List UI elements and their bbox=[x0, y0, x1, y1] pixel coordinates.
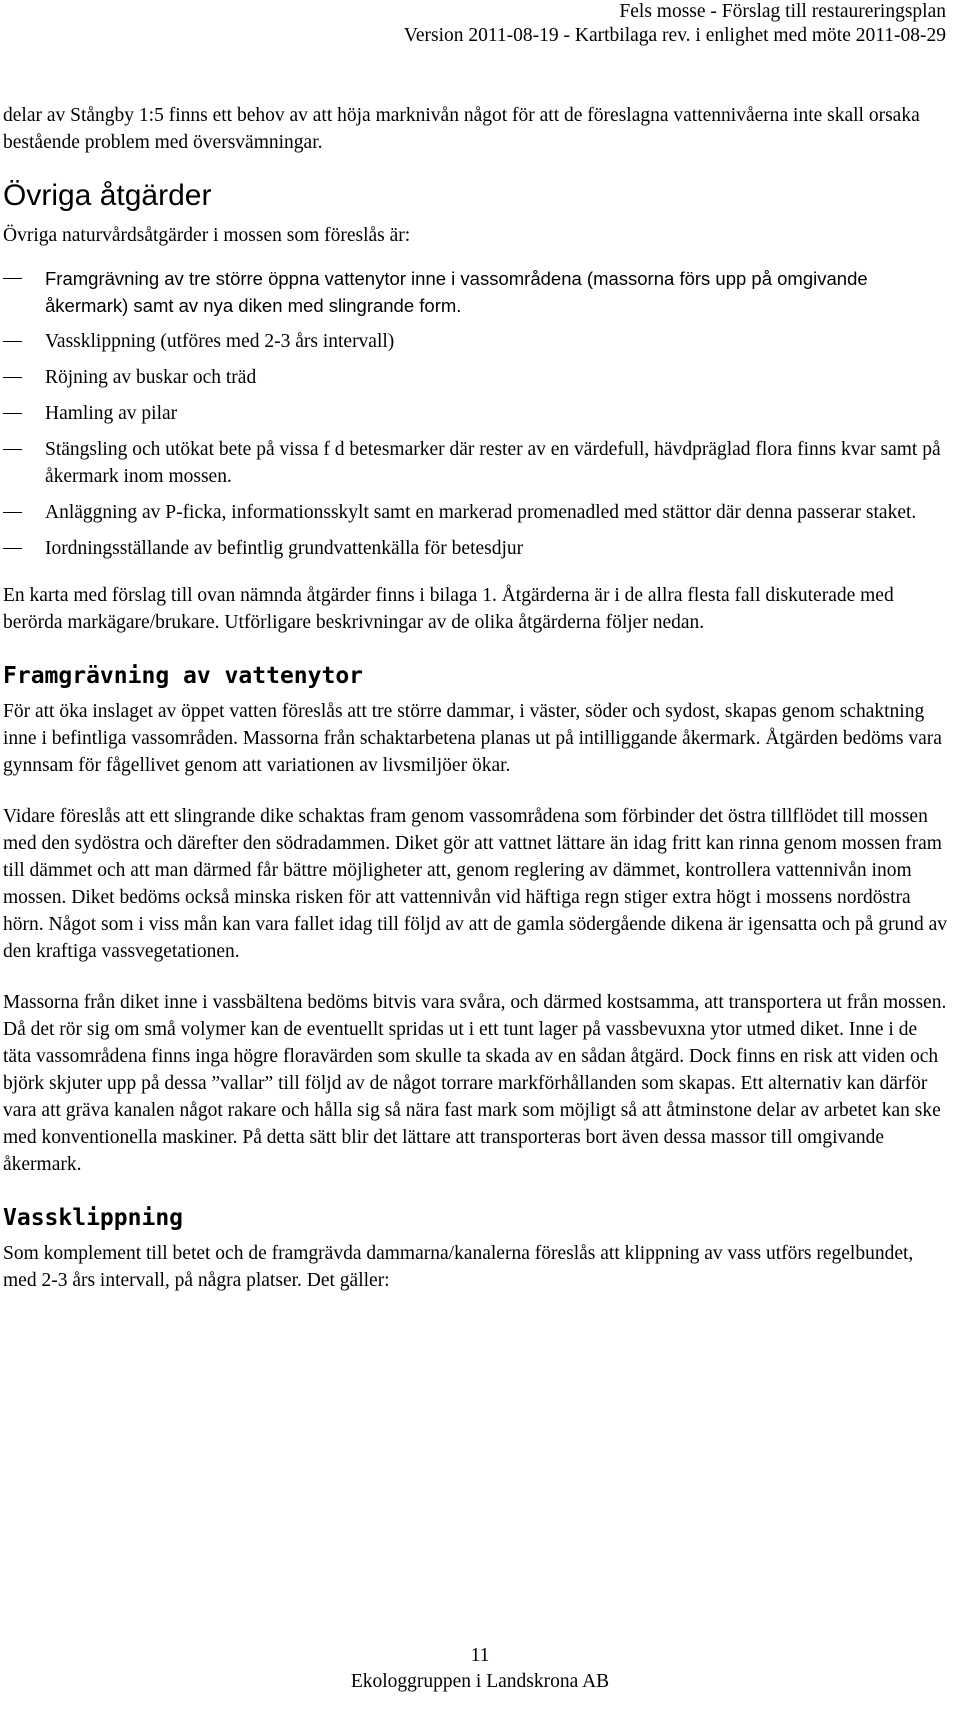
header-title: Fels mosse - Förslag till restaureringsplan bbox=[619, 1, 946, 22]
list-item bbox=[0, 328, 950, 355]
vassklippning-paragraph: Som komplement till betet och de framgrävda dammarna/kanalerna föreslås att klippning av vass utförs regelbundet, med 2-3 års intervall, på några platser. Det gäller: bbox=[3, 1243, 914, 1291]
dash-bullet-icon bbox=[3, 377, 22, 378]
measures-list bbox=[0, 265, 950, 562]
ovriga-subtitle: Övriga naturvårdsåtgärder i mossen som föreslås är: bbox=[3, 225, 411, 246]
section-heading-vassklippning: Vassklippning bbox=[3, 1205, 184, 1231]
list-item-text: Anläggning av P-ficka, informationsskylt samt en markerad promenadled med stättor där denna passerar staket. bbox=[45, 502, 917, 523]
footer-company: Ekologgruppen i Landskrona AB bbox=[350, 1671, 610, 1692]
list-item-text: Iordningsställande av befintlig grundvattenkälla för betesdjur bbox=[45, 538, 524, 559]
document-body bbox=[0, 102, 950, 1294]
page-number: 11 bbox=[470, 1645, 490, 1666]
framgravning-paragraph-2: Vidare föreslås att ett slingrande dike schaktas fram genom vassområdena som förbinder det östra tillflödet till mossen med den sydöstra och därefter den södradammen. Diket gör att vattnet lättare än idag fritt kan rinna genom mossen fram till dämmet och att man därmed får bättre möjligheter att, genom reglering av dämmet, kontrollera vattennivån inom mossen. Diket bedöms också minska risken för att vattennivån vid häftiga regn stiger extra högt i mossens nordöstra hörn. Något som i viss mån kan vara fallet idag till följd av att de gamla södergående dikena är igensatta och på grund av den kraftiga vassvegetationen. bbox=[3, 806, 948, 962]
page-header bbox=[404, 0, 946, 48]
framgravning-paragraph-3: Massorna från diket inne i vassbältena bedöms bitvis vara svåra, och därmed kostsamma, att transportera ut från mossen. Då det rör sig om små volymer kan de eventuellt spridas ut i ett tunt lager på vassbevuxna ytor utmed diket. Inne i de täta vassområdena finns inga högre floravärden som skulle ta skada av en sådan åtgärd. Dock finns en risk att viden och björk skjuter upp på dessa ”vallar” till följd av de något torrare markförhållanden som skapas. Ett alternativ kan därför vara att gräva kanalen något rakare och hålla sig så nära fast mark som möjligt så att åtminstone delar av arbetet kan ske med konventionella maskiner. På detta sätt blir det lättare att transporteras bort även dessa massor till omgivande åkermark. bbox=[3, 992, 947, 1175]
dash-bullet-icon bbox=[3, 278, 22, 279]
list-item-text: Hamling av pilar bbox=[45, 403, 178, 424]
list-item-text: Röjning av buskar och träd bbox=[45, 367, 257, 388]
list-item bbox=[0, 364, 950, 391]
list-item bbox=[0, 436, 950, 490]
dash-bullet-icon bbox=[3, 548, 22, 549]
section-heading-ovriga: Övriga åtgärder bbox=[3, 179, 212, 212]
dash-bullet-icon bbox=[3, 341, 22, 342]
dash-bullet-icon bbox=[3, 512, 22, 513]
dash-bullet-icon bbox=[3, 449, 22, 450]
list-item bbox=[0, 400, 950, 427]
list-item-text: Framgrävning av tre större öppna vattenytor inne i vassområdena (massorna förs upp på omgivande åkermark) samt av nya diken med slingrande form. bbox=[45, 268, 868, 316]
section-heading-framgravning: Framgrävning av vattenytor bbox=[3, 663, 364, 689]
dash-bullet-icon bbox=[3, 413, 22, 414]
summary-paragraph: En karta med förslag till ovan nämnda åtgärder finns i bilaga 1. Åtgärderna är i de allra flesta fall diskuterade med berörda markägare/brukare. Utförligare beskrivningar av de olika åtgärderna följer nedan. bbox=[3, 585, 894, 633]
framgravning-paragraph-1: För att öka inslaget av öppet vatten föreslås att tre större dammar, i väster, söder och sydost, skapas genom schaktning inne i befintliga vassområden. Massorna från schaktarbetena planas ut på intilliggande åkermark. Åtgärden bedöms vara gynnsam för fågellivet genom att variationen av livsmiljöer ökar. bbox=[3, 701, 942, 776]
intro-paragraph: delar av Stångby 1:5 finns ett behov av att höja marknivån något för att de föreslagna vattennivåerna inte skall orsaka bestående problem med översvämningar. bbox=[3, 105, 920, 153]
list-item bbox=[0, 265, 950, 319]
list-item-text: Vassklippning (utföres med 2-3 års intervall) bbox=[45, 331, 395, 352]
list-item bbox=[0, 535, 950, 562]
list-item bbox=[0, 499, 950, 526]
list-item-text: Stängsling och utökat bete på vissa f d betesmarker där rester av en värdefull, hävdpräglad flora finns kvar samt på åkermark inom mossen. bbox=[45, 439, 941, 487]
header-version: Version 2011-08-19 - Kartbilaga rev. i enlighet med möte 2011-08-29 bbox=[403, 25, 946, 46]
